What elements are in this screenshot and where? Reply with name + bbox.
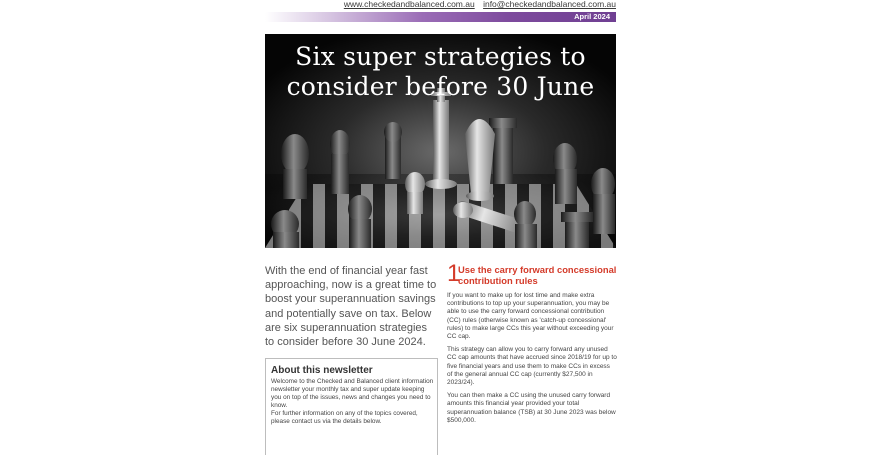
intro-text: With the end of financial year fast approaching, now is a great time to boost your superannuation savings and potentially save on tax. Below are six superannuation strategies to consider before 30 June 2024. xyxy=(265,265,437,349)
about-body: Welcome to the Checked and Balanced client information newsletter your monthly tax and super update keeping you on top of the issues, news and changes you need to know. xyxy=(271,378,434,410)
hero-title-line-2: consider before 30 June xyxy=(286,72,595,101)
hero-title-line-1: Six super strategies to xyxy=(295,42,586,71)
strategy-paragraph: If you want to make up for lost time and make extra contributions to top up your superannuation, you may be able to use the carry forward concessional contribution (CC) rules (otherwise known as 'catch-up concessional' rules) to make large CCs this year without exceeding your CC cap. xyxy=(447,292,614,341)
issue-date: April 2024 xyxy=(574,12,610,21)
date-bar xyxy=(265,12,616,22)
strategy-1 xyxy=(447,260,617,430)
newsletter-page xyxy=(265,0,616,430)
hero-title xyxy=(265,42,616,102)
strategy-paragraph: You can then make a CC using the unused carry forward amounts this financial year provided your total superannuation balance (TSB) at 30 June 2023 was below $500,000. xyxy=(447,392,616,424)
strategy-paragraph: This strategy can allow you to carry forward any unused CC cap amounts that have accrued since 2018/19 for up to five financial years and use them to make CCs in excess of the general annual CC cap (currently $27,500 in 2023/24). xyxy=(447,346,617,387)
email-link[interactable]: info@checkedandbalanced.com.au xyxy=(483,0,616,9)
strategy-number: 1 xyxy=(447,260,461,287)
header-contact-links xyxy=(265,0,616,11)
about-body-2: For further information on any of the topics covered, please contact us via the details below. xyxy=(271,410,418,426)
website-link[interactable]: www.checkedandbalanced.com.au xyxy=(343,0,475,9)
about-newsletter-box xyxy=(265,358,438,455)
strategy-title: Use the carry forward concessional contribution rules xyxy=(458,264,617,286)
hero-image xyxy=(265,34,616,248)
about-title: About this newsletter xyxy=(271,365,373,376)
strategy-heading xyxy=(447,260,617,289)
